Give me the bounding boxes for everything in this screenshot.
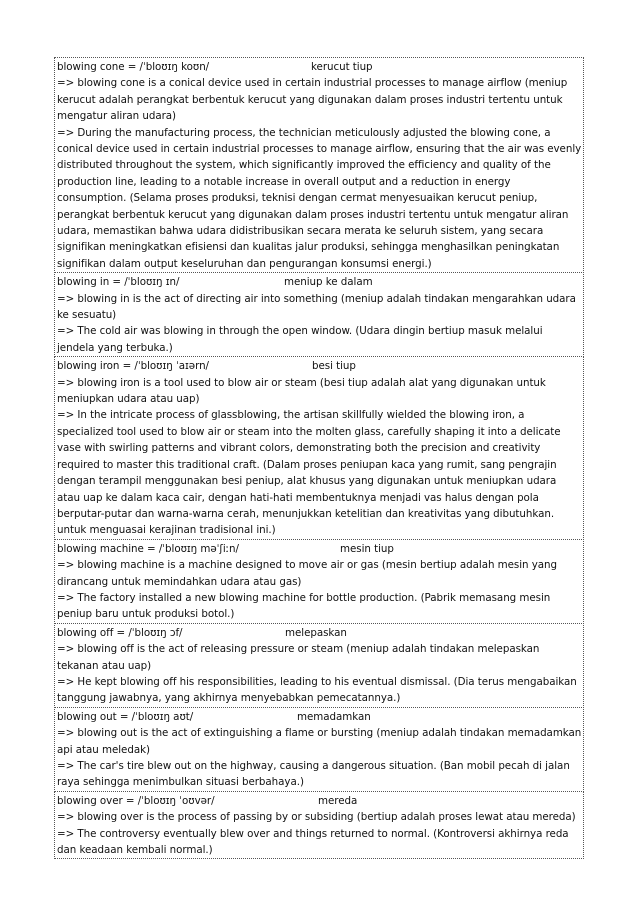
term-example: => The cold air was blowing in through the open window. (Udara dingin bertiup masuk melalui jendela yang terbuka.) [57, 325, 543, 354]
term-example: => During the manufacturing process, the technician meticulously adjusted the blowing cone, a conical device used in certain industrial processes to manage airflow, ensuring that the air was evenly distributed throughout the system, which significantly improved the efficiency and quality of the production line, leading to a notable increase in overall output and a reduction in energy consumption. (Selama proses produksi, teknisi dengan cermat menyesuaikan kerucut peniup, perangkat berbentuk kerucut yang digunakan dalam proses industri tertentu untuk mengatur aliran udara, memastikan bahwa udara didistribusikan secara merata ke seluruh sistem, yang secara signifikan meningkatkan efisiensi dan kualitas jalur produksi, sehingga menghasilkan peningkatan signifikan dalam output keseluruhan dan pengurangan konsumsi energi.) [57, 126, 582, 270]
term-translation: meniup ke dalam [284, 276, 373, 289]
entry-heading [57, 274, 582, 290]
glossary-entry-blowing-iron [54, 356, 584, 539]
glossary-entry-blowing-off [54, 623, 584, 708]
term-example: => In the intricate process of glassblowing, the artisan skillfully wielded the blowing iron, a specialized tool used to blow air or steam into the molten glass, carefully shaping it into a delicate vase with swirling patterns and vibrant colors, demonstrating both the precision and creativity required to master this traditional craft. (Dalam proses peniupan kaca yang rumit, sang pengrajin dengan terampil menggunakan besi peniup, alat khusus yang digunakan untuk meniupkan udara atau uap ke dalam kaca cair, dengan hati-hati membentuknya menjadi vas halus dengan pola berputar-putar dan warna-warna cerah, menunjukkan ketelitian dan kreativitas yang dibutuhkan. untuk menguasai kerajinan tradisional ini.) [57, 409, 561, 537]
entry-heading [57, 709, 582, 725]
term-pronunciation: blowing out = /ˈbloʊɪŋ aʊt/ [57, 710, 194, 723]
term-translation: mesin tiup [340, 542, 394, 555]
term-pronunciation: blowing over = /ˈbloʊɪŋ ˈoʊvər/ [57, 794, 215, 807]
glossary-entry-blowing-in [54, 272, 584, 357]
term-example: => The controversy eventually blew over and things returned to normal. (Kontroversi akhirnya reda dan keadaan kembali normal.) [57, 827, 569, 856]
term-definition: => blowing off is the act of releasing pressure or steam (meniup adalah tindakan melepaskan tekanan atau uap) [57, 643, 540, 672]
term-example: => The car's tire blew out on the highway, causing a dangerous situation. (Ban mobil pecah di jalan raya sehingga menimbulkan situasi berbahaya.) [57, 759, 570, 789]
term-definition: => blowing machine is a machine designed to move air or gas (mesin bertiup adalah mesin yang dirancang untuk memindahkan udara atau gas) [57, 559, 558, 588]
term-example: => The factory installed a new blowing machine for bottle production. (Pabrik memasang mesin peniup baru untuk produksi botol.) [57, 591, 551, 621]
term-translation: mereda [318, 794, 358, 807]
term-pronunciation: blowing machine = /ˈbloʊɪŋ məˈʃiːn/ [57, 542, 239, 555]
term-translation: besi tiup [312, 360, 356, 373]
glossary-entry-blowing-over [54, 791, 584, 860]
term-definition: => blowing cone is a conical device used in certain industrial processes to manage airflow (meniup kerucut adalah perangkat berbentuk kerucut yang digunakan dalam proses industri tertentu untuk mengatur aliran udara) [57, 77, 568, 123]
term-example: => He kept blowing off his responsibilities, leading to his eventual dismissal. (Dia terus mengabaikan tanggung jawabnya, yang akhirnya menyebabkan pemecatannya.) [57, 675, 577, 705]
glossary-entry-blowing-cone [54, 57, 584, 273]
term-pronunciation: blowing in = /ˈbloʊɪŋ ɪn/ [57, 276, 180, 289]
term-translation: melepaskan [285, 626, 347, 639]
term-pronunciation: blowing off = /ˈbloʊɪŋ ɔf/ [57, 626, 183, 639]
entry-heading [57, 625, 582, 641]
term-pronunciation: blowing iron = /ˈbloʊɪŋ ˈaɪərn/ [57, 360, 209, 373]
glossary-entry-blowing-machine [54, 539, 584, 624]
term-definition: => blowing in is the act of directing air into something (meniup adalah tindakan mengarahkan udara ke sesuatu) [57, 292, 576, 322]
term-translation: memadamkan [297, 710, 371, 723]
term-pronunciation: blowing cone = /ˈbloʊɪŋ koʊn/ [57, 61, 210, 73]
glossary-page [54, 58, 584, 859]
term-definition: => blowing iron is a tool used to blow air or steam (besi tiup adalah alat yang digunakan untuk meniupkan udara atau uap) [57, 376, 546, 406]
glossary-entry-blowing-out [54, 707, 584, 792]
term-definition: => blowing over is the process of passing by or subsiding (bertiup adalah proses lewat atau mereda) [57, 811, 576, 824]
term-translation: kerucut tiup [311, 61, 373, 73]
entry-heading [57, 358, 582, 374]
term-definition: => blowing out is the act of extinguishing a flame or bursting (meniup adalah tindakan memadamkan api atau meledak) [57, 727, 582, 756]
entry-heading [57, 793, 582, 809]
entry-heading [57, 59, 582, 75]
entry-heading [57, 541, 582, 557]
